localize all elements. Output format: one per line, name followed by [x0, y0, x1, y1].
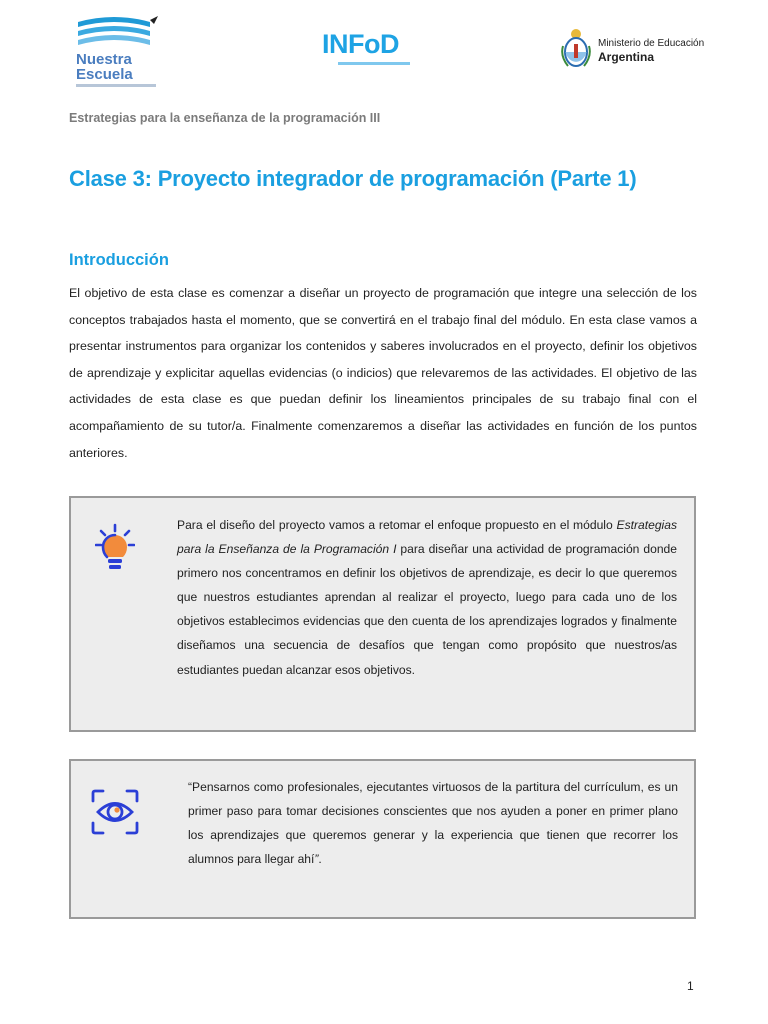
intro-paragraph: El objetivo de esta clase es comenzar a diseñar un proyecto de programación que integre una selección de los conceptos trabajados hasta el momento, que se convertirá en el trabajo final del módulo. En esta clase vamos a presentar instrumentos para organizar los contenidos y saberes involucrados en el proyecto, definir los objetivos de aprendizaje y explicitar aquellas evidencias (o indicios) que relevaremos de las actividades. El objetivo de las actividades de esta clase es que puedan definir los lineamientos principales de su trabajo final con el acompañamiento de su tutor/a. Finalmente comenzaremos a diseñar las actividades en función de los puntos anteriores. — [69, 286, 697, 460]
quote-callout-text — [188, 775, 678, 871]
ministerio-logo-line2: Argentina — [598, 50, 655, 64]
quote-callout-box — [69, 759, 696, 919]
quote-text-after: . — [318, 852, 322, 867]
quote-text-italic: ” — [314, 852, 319, 867]
page-header — [0, 0, 768, 100]
infod-subtitle-line — [338, 62, 410, 65]
idea-callout-text — [177, 513, 677, 682]
nuestra-escuela-logo-line1: Nuestra — [76, 51, 132, 68]
nuestra-escuela-stripes-icon — [74, 14, 158, 50]
idea-text-after: para diseñar una actividad de programación donde primero nos concentramos en definir los objetivos de aprendizaje, es decir lo que queremos que nuestros estudiantes aprendan al realizar el proyecto, luego para cada uno de los objetivos establecimos evidencias que den cuenta de los aprendizajes logrados y finalmente diseñamos una secuencia de desafíos que tengan como propósito que nuestros/as estudiantes puedan alcanzar esos objetivos. — [177, 542, 677, 677]
idea-text-italic: Estrategias para la Enseñanza de la Programación I — [177, 518, 677, 557]
nuestra-escuela-logo-line2: Escuela — [76, 66, 133, 83]
section-title: Introducción — [69, 251, 169, 269]
infod-logo — [322, 28, 417, 74]
idea-callout-box — [69, 496, 696, 732]
course-name: Estrategias para la enseñanza de la programación III — [69, 111, 381, 125]
eye-icon — [89, 787, 141, 837]
ministerio-logo-line1: Ministerio de Educación — [598, 38, 705, 49]
page-number: 1 — [687, 979, 694, 993]
quote-text-before: “Pensarnos como profesionales, ejecutantes virtuosos de la partitura del currículum, es un primer paso para tomar decisiones conscientes que nos ayuden a poner en primer plano los aprendizajes que queremos generar y la experiencia que tienen que recorrer los alumnos para llegar ahí — [188, 780, 678, 867]
coat-of-arms-icon — [560, 26, 592, 70]
idea-text-before: Para el diseño del proyecto vamos a retomar el enfoque propuesto en el módulo — [177, 518, 617, 532]
infod-logo-text: INFoD — [322, 29, 399, 59]
nuestra-escuela-subtitle-line — [76, 84, 156, 87]
class-title: Clase 3: Proyecto integrador de programación (Parte 1) — [69, 166, 637, 191]
lightbulb-icon — [95, 523, 135, 575]
nuestra-escuela-logo — [70, 14, 160, 86]
ministerio-logo — [560, 26, 710, 74]
